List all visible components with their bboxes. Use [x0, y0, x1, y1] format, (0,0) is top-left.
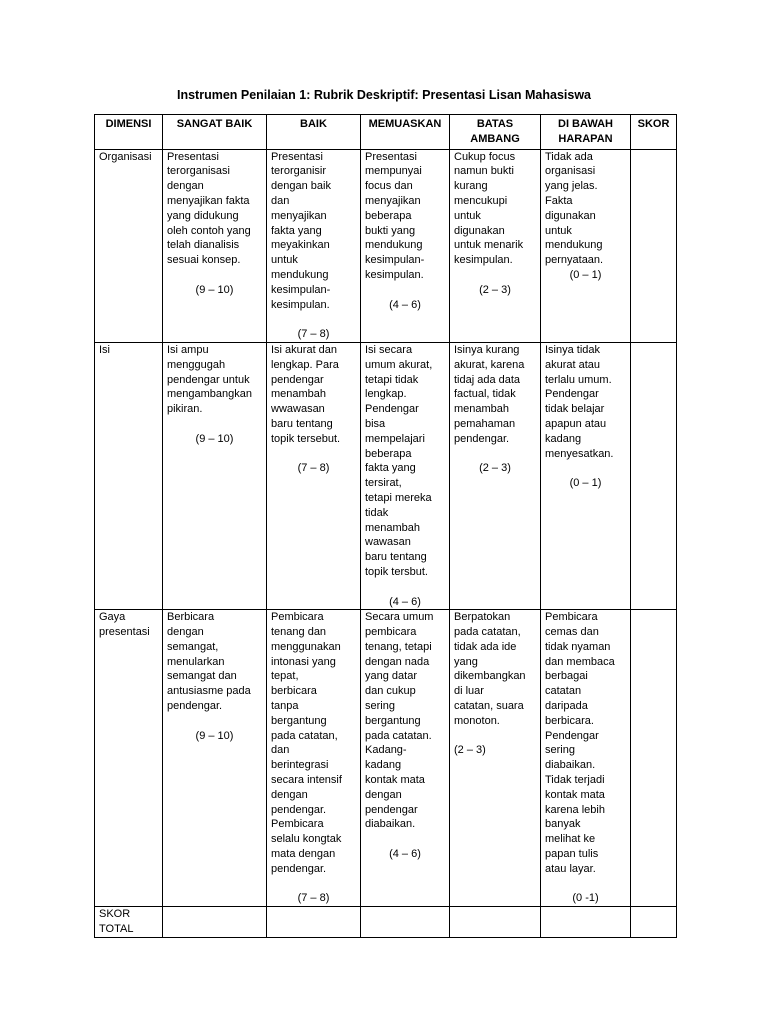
score-range: (4 – 6): [389, 595, 421, 608]
criteria-text: Isinya kurang akurat, karena tidaj ada data factual, tidak menambah pemahaman pendengar.: [454, 343, 525, 445]
cell-di-bawah-harapan: [541, 342, 631, 609]
header-batas-ambang: BATAS AMBANG: [450, 115, 541, 150]
criteria-text: Isi secara umum akurat, tetapi tidak lengkap. Pendengar bisa mempelajari beberapa fakta yang tersirat, tetapi mereka tidak menambah wawasan baru tentang topik tersbut.: [365, 343, 433, 578]
cell-baik: [267, 610, 361, 907]
table-row-skor-total: [95, 907, 677, 938]
cell-batas-ambang: [450, 342, 541, 609]
criteria-text: Berpatokan pada catatan, tidak ada ide yang dikembangkan di luar catatan, suara monoton.: [454, 611, 526, 727]
score-range: (9 – 10): [195, 432, 234, 445]
header-row: [95, 115, 677, 150]
header-skor: SKOR: [631, 115, 677, 150]
cell-skor-total: [631, 907, 677, 938]
cell-memuaskan: [361, 342, 450, 609]
criteria-text: Presentasi terorganisasi dengan menyajikan fakta yang didukung oleh contoh yang telah dianalisis sesuai konsep.: [167, 150, 251, 267]
cell-memuaskan: [361, 149, 450, 342]
cell-empty: [361, 907, 450, 938]
score-range: (0 -1): [572, 892, 599, 905]
dimension-label: Isi: [95, 342, 163, 609]
score-range: (7 – 8): [297, 892, 330, 905]
dimension-label: SKOR TOTAL: [95, 907, 163, 938]
cell-di-bawah-harapan: [541, 610, 631, 907]
score-range: (7 – 8): [297, 328, 330, 341]
table-row-organisasi: [95, 149, 677, 342]
header-memuaskan: MEMUASKAN: [361, 115, 450, 150]
score-range: (7 – 8): [297, 462, 330, 475]
criteria-text: Tidak ada organisasi yang jelas. Fakta digunakan untuk mendukung pernyataan.: [545, 150, 604, 267]
cell-batas-ambang: [450, 149, 541, 342]
score-range: (2 – 3): [454, 744, 486, 757]
header-baik: BAIK: [267, 115, 361, 150]
score-range: (2 – 3): [479, 462, 511, 475]
cell-empty: [450, 907, 541, 938]
cell-di-bawah-harapan: [541, 149, 631, 342]
score-range: (0 – 1): [569, 477, 602, 490]
criteria-text: Pembicara tenang dan menggunakan intonasi yang tepat, berbicara tanpa bergantung pada catatan, dan berintegrasi secara intensif dengan pendengar. Pembicara selalu kongtak mata dengan pendengar.: [271, 611, 342, 875]
score-range: (2 – 3): [479, 283, 511, 296]
header-di-bawah-harapan: DI BAWAH HARAPAN: [541, 115, 631, 150]
score-range: (0 – 1): [569, 268, 602, 281]
score-range: (9 – 10): [195, 283, 234, 296]
score-range: (4 – 6): [389, 848, 421, 861]
criteria-text: Berbicara dengan semangat, menularkan semangat dan antusiasme pada pendengar.: [167, 611, 251, 713]
rubric-table: [94, 114, 677, 938]
score-range: (4 – 6): [389, 298, 421, 311]
criteria-text: Cukup focus namun bukti kurang mencukupi untuk digunakan untuk menarik kesimpulan.: [454, 150, 524, 267]
document-title: Instrumen Penilaian 1: Rubrik Deskriptif: Presentasi Lisan Mahasiswa: [176, 88, 592, 102]
cell-sangat-baik: [163, 149, 267, 342]
cell-skor: [631, 342, 677, 609]
criteria-text: Isi ampu menggugah pendengar untuk mengambangkan pikiran.: [167, 343, 253, 416]
criteria-text: Secara umum pembicara tenang, tetapi dengan nada yang datar dan cukup sering bergantung pada catatan. Kadang- kadang kontak mata dengan pendengar diabaikan.: [365, 611, 434, 831]
header-dimensi: DIMENSI: [95, 115, 163, 150]
cell-skor: [631, 610, 677, 907]
cell-sangat-baik: [163, 342, 267, 609]
criteria-text: Presentasi terorganisir dengan baik dan menyajikan fakta yang meyakinkan untuk mendukung kesimpulan- kesimpulan.: [271, 150, 331, 311]
cell-empty: [541, 907, 631, 938]
score-range: (9 – 10): [195, 729, 234, 742]
criteria-text: Pembicara cemas dan tidak nyaman dan membaca berbagai catatan daripada berbicara. Pendengar sering diabaikan. Tidak terjadi kontak mata karena lebih banyak melihat ke papan tulis atau layar.: [545, 611, 615, 875]
cell-sangat-baik: [163, 610, 267, 907]
cell-baik: [267, 149, 361, 342]
criteria-text: Isinya tidak akurat atau terlalu umum. Pendengar tidak belajar apapun atau kadang menyesatkan.: [545, 343, 614, 460]
cell-memuaskan: [361, 610, 450, 907]
table-row-isi: [95, 342, 677, 609]
cell-empty: [163, 907, 267, 938]
dimension-label: Organisasi: [95, 149, 163, 342]
cell-batas-ambang: [450, 610, 541, 907]
cell-empty: [267, 907, 361, 938]
cell-baik: [267, 342, 361, 609]
dimension-label: Gaya presentasi: [95, 610, 163, 907]
table-row-gaya-presentasi: [95, 610, 677, 907]
criteria-text: Presentasi mempunyai focus dan menyajikan beberapa bukti yang mendukung kesimpulan- kesimpulan.: [365, 150, 425, 281]
header-sangat-baik: SANGAT BAIK: [163, 115, 267, 150]
criteria-text: Isi akurat dan lengkap. Para pendengar menambah wwawasan baru tentang topik tersebut.: [271, 343, 341, 445]
cell-skor: [631, 149, 677, 342]
